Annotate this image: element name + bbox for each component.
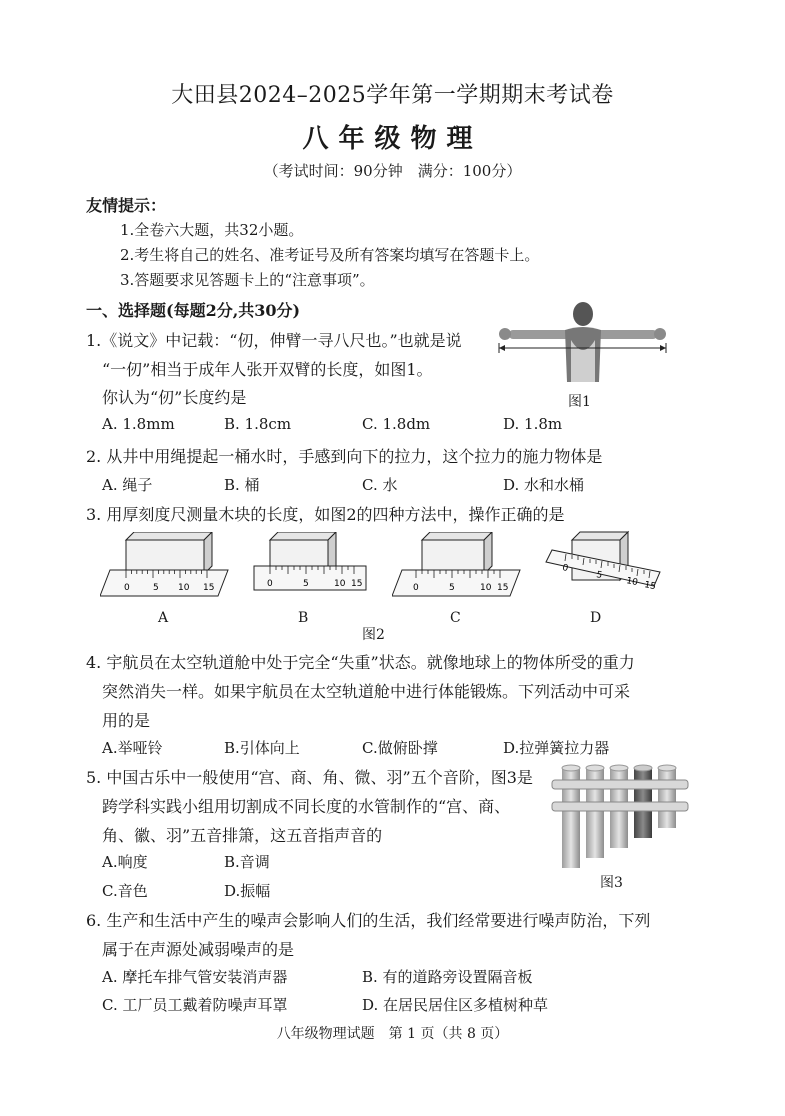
- option-b: B.引体向上: [224, 739, 300, 757]
- question-1-line: “一仞”相当于成年人张开双臂的长度，如图1。: [102, 360, 433, 379]
- option-a: A. 绳子: [102, 476, 153, 494]
- figure-2-label-a: A: [158, 610, 169, 626]
- tip-item: 3.答题要求见答题卡上的“注意事项”。: [120, 271, 375, 289]
- option-b: B. 有的道路旁设置隔音板: [362, 968, 533, 986]
- figure-2-label-c: C: [450, 610, 461, 626]
- figure-3-panpipe: [548, 762, 692, 872]
- ruler-tick-label: 10: [480, 583, 492, 593]
- figure-2-method-b: [252, 532, 370, 604]
- figure-1-arm-span: [495, 300, 670, 390]
- question-4-line: 用的是: [102, 711, 151, 730]
- option-c: C. 工厂员工戴着防噪声耳罩: [102, 996, 288, 1014]
- tip-item: 1.全卷六大题，共32小题。: [120, 221, 304, 239]
- question-6-line: 6. 生产和生活中产生的噪声会影响人们的生活，我们经常要进行噪声防治，下列: [86, 911, 651, 930]
- option-c: C. 水: [362, 476, 398, 494]
- option-a: A.响度: [102, 853, 148, 871]
- question-5-line: 角、徽、羽”五音排箫，这五音指声音的: [102, 826, 383, 845]
- question-5-line: 5. 中国古乐中一般使用“宫、商、角、微、羽”五个音阶，图3是: [86, 768, 533, 787]
- option-a: A.举哑铃: [102, 739, 163, 757]
- option-d: D.拉弹簧拉力器: [503, 739, 610, 757]
- page-footer: 八年级物理试题 第 1 页（共 8 页）: [276, 1026, 509, 1042]
- option-d: D. 1.8m: [503, 415, 563, 433]
- figure-2-caption: 图2: [362, 627, 385, 643]
- question-1-line: 1.《说文》中记载：“仞，伸臂一寻八尺也。”也就是说: [86, 331, 462, 350]
- option-d: D.振幅: [224, 882, 271, 900]
- figure-2-method-a: [100, 532, 230, 604]
- exam-title: 大田县2024–2025学年第一学期期末考试卷: [171, 83, 614, 108]
- option-c: C.音色: [102, 882, 148, 900]
- option-b: B.音调: [224, 853, 270, 871]
- question-3-line: 3. 用厚刻度尺测量木块的长度，如图2的四种方法中，操作正确的是: [86, 505, 565, 524]
- question-4-line: 突然消失一样。如果宇航员在太空轨道舱中进行体能锻炼。下列活动中可采: [102, 682, 631, 701]
- ruler-tick-label: 10: [334, 579, 346, 589]
- question-2-line: 2. 从井中用绳提起一桶水时，手感到向下的拉力，这个拉力的施力物体是: [86, 447, 603, 466]
- ruler-tick-label: 0: [413, 583, 419, 593]
- question-1-line: 你认为“仞”长度约是: [102, 388, 247, 407]
- ruler-tick-label: 5: [595, 570, 603, 582]
- option-d: D. 水和水桶: [503, 476, 585, 494]
- ruler-tick-label: 5: [303, 579, 309, 589]
- figure-2-label-d: D: [590, 610, 602, 626]
- ruler-tick-label: 10: [178, 583, 190, 593]
- ruler-tick-label: 15: [643, 580, 657, 593]
- section-title: 一、选择题(每题2分,共30分): [86, 301, 301, 320]
- exam-meta: （考试时间：90分钟 满分：100分）: [263, 162, 522, 180]
- ruler-tick-label: 15: [203, 583, 215, 593]
- figure-3-caption: 图3: [600, 875, 623, 891]
- figure-2-method-d: [544, 528, 664, 606]
- question-5-line: 跨学科实践小组用切割成不同长度的水管制作的“宫、商、: [102, 797, 511, 816]
- figure-2-label-b: B: [298, 610, 309, 626]
- ruler-tick-label: 10: [625, 576, 639, 589]
- option-a: A. 摩托车排气管安装消声器: [102, 968, 288, 986]
- tip-item: 2.考生将自己的姓名、准考证号及所有答案均填写在答题卡上。: [120, 246, 540, 264]
- option-c: C.做俯卧撑: [362, 739, 438, 757]
- option-d: D. 在居民居住区多植树种草: [362, 996, 549, 1014]
- ruler-tick-label: 15: [497, 583, 509, 593]
- ruler-tick-label: 0: [561, 563, 569, 575]
- option-b: B. 桶: [224, 476, 260, 494]
- figure-1-caption: 图1: [568, 394, 591, 410]
- ruler-tick-label: 15: [351, 579, 363, 589]
- ruler-tick-label: 0: [267, 579, 273, 589]
- ruler-tick-label: 5: [153, 583, 159, 593]
- option-b: B. 1.8cm: [224, 415, 292, 433]
- option-a: A. 1.8mm: [102, 415, 175, 433]
- question-4-line: 4. 宇航员在太空轨道舱中处于完全“失重”状态。就像地球上的物体所受的重力: [86, 653, 635, 672]
- question-6-line: 属于在声源处减弱噪声的是: [102, 940, 295, 959]
- option-c: C. 1.8dm: [362, 415, 431, 433]
- ruler-tick-label: 5: [449, 583, 455, 593]
- figure-2-method-c: [392, 532, 522, 604]
- tips-heading: 友情提示：: [86, 196, 167, 215]
- exam-subtitle: 八年级物理: [302, 124, 483, 154]
- ruler-tick-label: 0: [124, 583, 130, 593]
